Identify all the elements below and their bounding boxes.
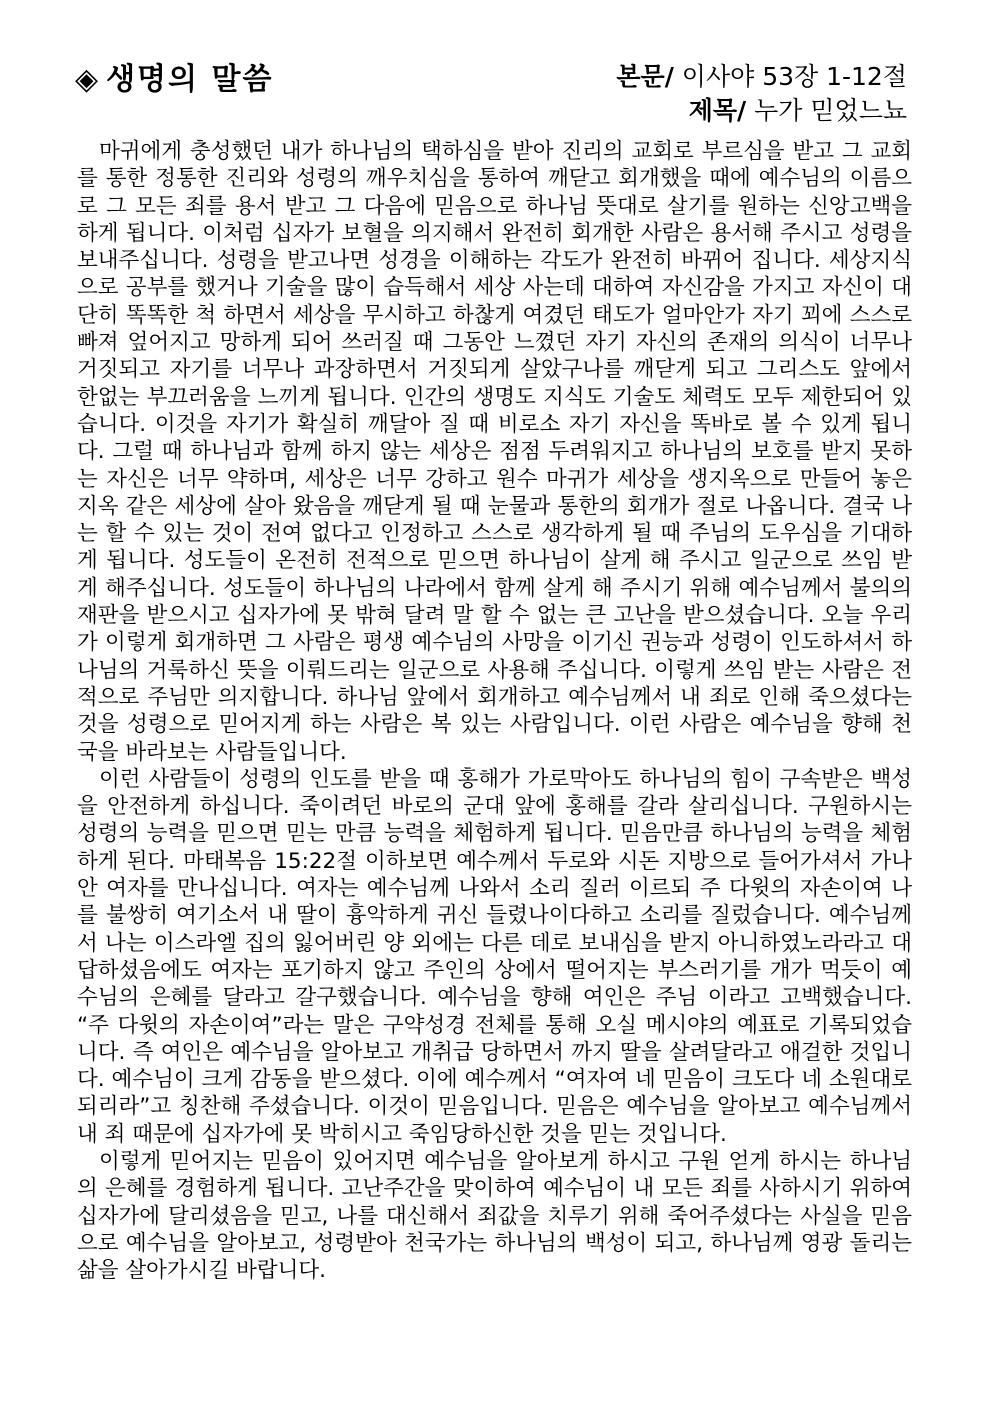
title-value: 누가 믿었느뇨	[754, 96, 907, 125]
diamond-bullet-icon: ◈	[75, 62, 101, 97]
passage-line	[616, 60, 907, 94]
title-line	[616, 94, 907, 128]
sermon-meta	[616, 60, 907, 128]
paragraph-1: 마귀에게 충성했던 내가 하나님의 택하심을 받아 진리의 교회로 부르심을 받고 그 교회를 통한 정통한 진리와 성령의 깨우치심을 통하여 깨닫고 회개했을 때에 예수님의 이름으로 그 모든 죄를 용서 받고 그 다음에 믿음으로 하나님 뜻대로 살기를 원하는 신앙고백을 하게 됩니다. 이처럼 십자가 보혈을 의지해서 완전히 회개한 사람은 용서해 주시고 성령을 보내주십니다. 성령을 받고나면 성경을 이해하는 각도가 완전히 바뀌어 집니다. 세상지식으로 공부를 했거나 기술을 많이 습득해서 세상 사는데 대하여 자신감을 가지고 자신이 대단히 똑똑한 척 하면서 세상을 무시하고 하찮게 여겼던 태도가 얼마안가 자기 꾀에 스스로 빠져 엎어지고 망하게 되어 쓰러질 때 그동안 느꼈던 자기 자신의 존재의 의식이 너무나 거짓되고 자기를 너무나 과장하면서 거짓되게 살았구나를 깨닫게 되고 그리스도 앞에서 한없는 부끄러움을 느끼게 됩니다. 인간의 생명도 지식도 기술도 체력도 모두 제한되어 있습니다. 이것을 자기가 확실히 깨달아 질 때 비로소 자기 자신을 똑바로 볼 수 있게 됩니다. 그럴 때 하나님과 함께 하지 않는 세상은 점점 두려워지고 하나님의 보호를 받지 못하는 자신은 너무 약하며, 세상은 너무 강하고 원수 마귀가 세상을 생지옥으로 만들어 놓은 지옥 같은 세상에 살아 왔음을 깨닫게 될 때 눈물과 통한의 회개가 절로 나옵니다. 결국 나는 할 수 있는 것이 전여 없다고 인정하고 스스로 생각하게 될 때 주님의 도우심을 기대하게 됩니다. 성도들이 온전히 전적으로 믿으면 하나님이 살게 해 주시고 일군으로 쓰임 받게 해주십니다. 성도들이 하나님의 나라에서 함께 살게 해 주시기 위해 예수님께서 불의의 재판을 받으시고 십자가에 못 밖혀 달려 말 할 수 없는 큰 고난을 받으셨습니다. 오늘 우리가 이렇게 회개하면 그 사람은 평생 예수님의 사망을 이기신 권능과 성령이 인도하셔서 하나님의 거룩하신 뜻을 이뤄드리는 일군으로 사용해 주십니다. 이렇게 쓰임 받는 사람은 전적으로 주님만 의지합니다. 하나님 앞에서 회개하고 예수님께서 내 죄로 인해 죽으셨다는 것을 성령으로 믿어지게 하는 사람은 복 있는 사람입니다. 이런 사람은 예수님을 향해 천국을 바라보는 사람들입니다.	[77, 139, 912, 765]
paragraph-2: 이런 사람들이 성령의 인도를 받을 때 홍해가 가로막아도 하나님의 힘이 구속받은 백성을 안전하게 하십니다. 죽이려던 바로의 군대 앞에 홍해를 갈라 살리십니다. 구원하시는 성령의 능력을 믿으면 믿는 만큼 능력을 체험하게 됩니다. 믿음만큼 하나님의 능력을 체험하게 된다. 마태복음 15:22절 이하보면 예수께서 두로와 시돈 지방으로 들어가셔서 가나안 여자를 만나십니다. 여자는 예수님께 나와서 소리 질러 이르되 주 다윗의 자손이여 나를 불쌍히 여기소서 내 딸이 흉악하게 귀신 들렸나이다하고 소리를 질렀습니다. 예수님께서 나는 이스라엘 집의 잃어버린 양 외에는 다른 데로 보내심을 받지 아니하였노라라고 대답하셨음에도 여자는 포기하지 않고 주인의 상에서 떨어지는 부스러기를 개가 먹듯이 예수님의 은혜를 달라고 갈구했습니다. 예수님을 향해 여인은 주님 이라고 고백했습니다. “주 다윗의 자손이여”라는 말은 구약성경 전체를 통해 오실 메시야의 예표로 기록되었습니다. 즉 여인은 예수님을 알아보고 개취급 당하면서 까지 딸을 살려달라고 애걸한 것입니다. 예수님이 크게 감동을 받으셨다. 이에 예수께서 “여자여 네 믿음이 크도다 네 소원대로 되리라”고 칭찬해 주셨습니다. 이것이 믿음입니다. 믿음은 예수님을 알아보고 예수님께서 내 죄 때문에 십자가에 못 박히시고 죽임당하신한 것을 믿는 것입니다.	[77, 766, 912, 1147]
passage-label: 본문/	[616, 62, 674, 91]
section-title	[75, 54, 273, 98]
sermon-body	[77, 138, 912, 1284]
section-title-text: 생명의 말씀	[106, 62, 274, 97]
title-label: 제목/	[688, 96, 747, 125]
document-header	[75, 50, 915, 130]
paragraph-3: 이렇게 믿어지는 믿음이 있어지면 예수님을 알아보게 하시고 구원 얻게 하시는 하나님의 은혜를 경험하게 됩니다. 고난주간을 맞이하여 예수님이 내 모든 죄를 사하시기 위하여 십자가에 달리셨음을 믿고, 나를 대신해서 죄값을 치루기 위해 죽어주셨다는 사실을 믿음으로 예수님을 알아보고, 성령받아 천국가는 하나님의 백성이 되고, 하나님께 영광 돌리는 삶을 살아가시길 바랍니다.	[77, 1148, 912, 1284]
passage-value: 이사야 53장 1-12절	[681, 62, 907, 91]
